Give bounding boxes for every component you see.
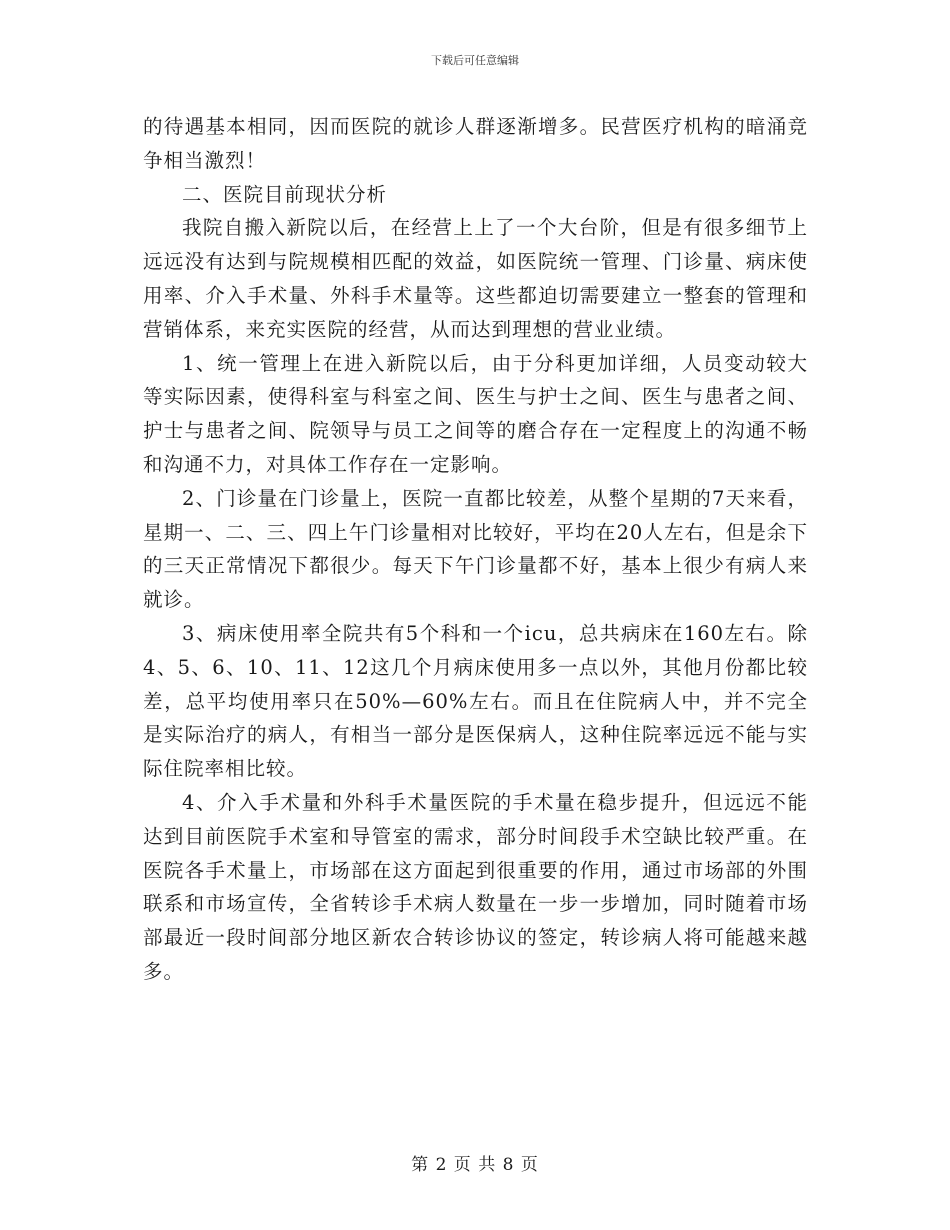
paragraph-overview: 我院自搬入新院以后，在经营上上了一个大台阶，但是有很多细节上远远没有达到与院规模相匹配的效益，如医院统一管理、门诊量、病床使用率、介入手术量、外科手术量等。这些都迫切需要建立一整套的管理和营销体系，来充实医院的经营，从而达到理想的营业业绩。 bbox=[143, 216, 808, 341]
page-header: 下载后可任意编辑 bbox=[431, 54, 519, 67]
paragraph-outpatient: 2、门诊量在门诊量上，医院一直都比较差，从整个星期的7天来看，星期一、二、三、四上午门诊量相对比较好，平均在20人左右，但是余下的三天正常情况下都很少。每天下午门诊量都不好，基本上很少有病人来就诊。 bbox=[143, 486, 808, 612]
paragraph-surgery: 4、介入手术量和外科手术量医院的手术量在稳步提升，但远远不能达到目前医院手术室和导管室的需求，部分时间段手术空缺比较严重。在医院各手术量上，市场部在这方面起到很重要的作用，通过市场部的外围联系和市场宣传，全省转诊手术病人数量在一步一步增加，同时随着市场部最近一段时间部分地区新农合转诊协议的签定，转诊病人将可能越来越多。 bbox=[143, 790, 808, 983]
paragraph-continuation: 的待遇基本相同，因而医院的就诊人群逐渐增多。民营医疗机构的暗涌竞争相当激烈！ bbox=[143, 115, 808, 172]
paragraph-bed-usage: 3、病床使用率全院共有5个科和一个icu，总共病床在160左右。除4、5、6、10、11、12这几个月病床使用多一点以外，其他月份都比较差，总平均使用率只在50%—60%左右。而且在住院病人中，并不完全是实际治疗的病人，有相当一部分是医保病人，这种住院率远远不能与实际住院率相比较。 bbox=[143, 621, 808, 781]
section-heading: 二、医院目前现状分析 bbox=[182, 182, 388, 206]
paragraph-management: 1、统一管理上在进入新院以后，由于分科更加详细，人员变动较大等实际因素，使得科室与科室之间、医生与护士之间、医生与患者之间、护士与患者之间、院领导与员工之间等的磨合存在一定程度上的沟通不畅和沟通不力，对具体工作存在一定影响。 bbox=[143, 351, 808, 476]
document-body bbox=[143, 110, 808, 989]
page-footer: 第 2 页 共 8 页 bbox=[411, 1155, 539, 1175]
